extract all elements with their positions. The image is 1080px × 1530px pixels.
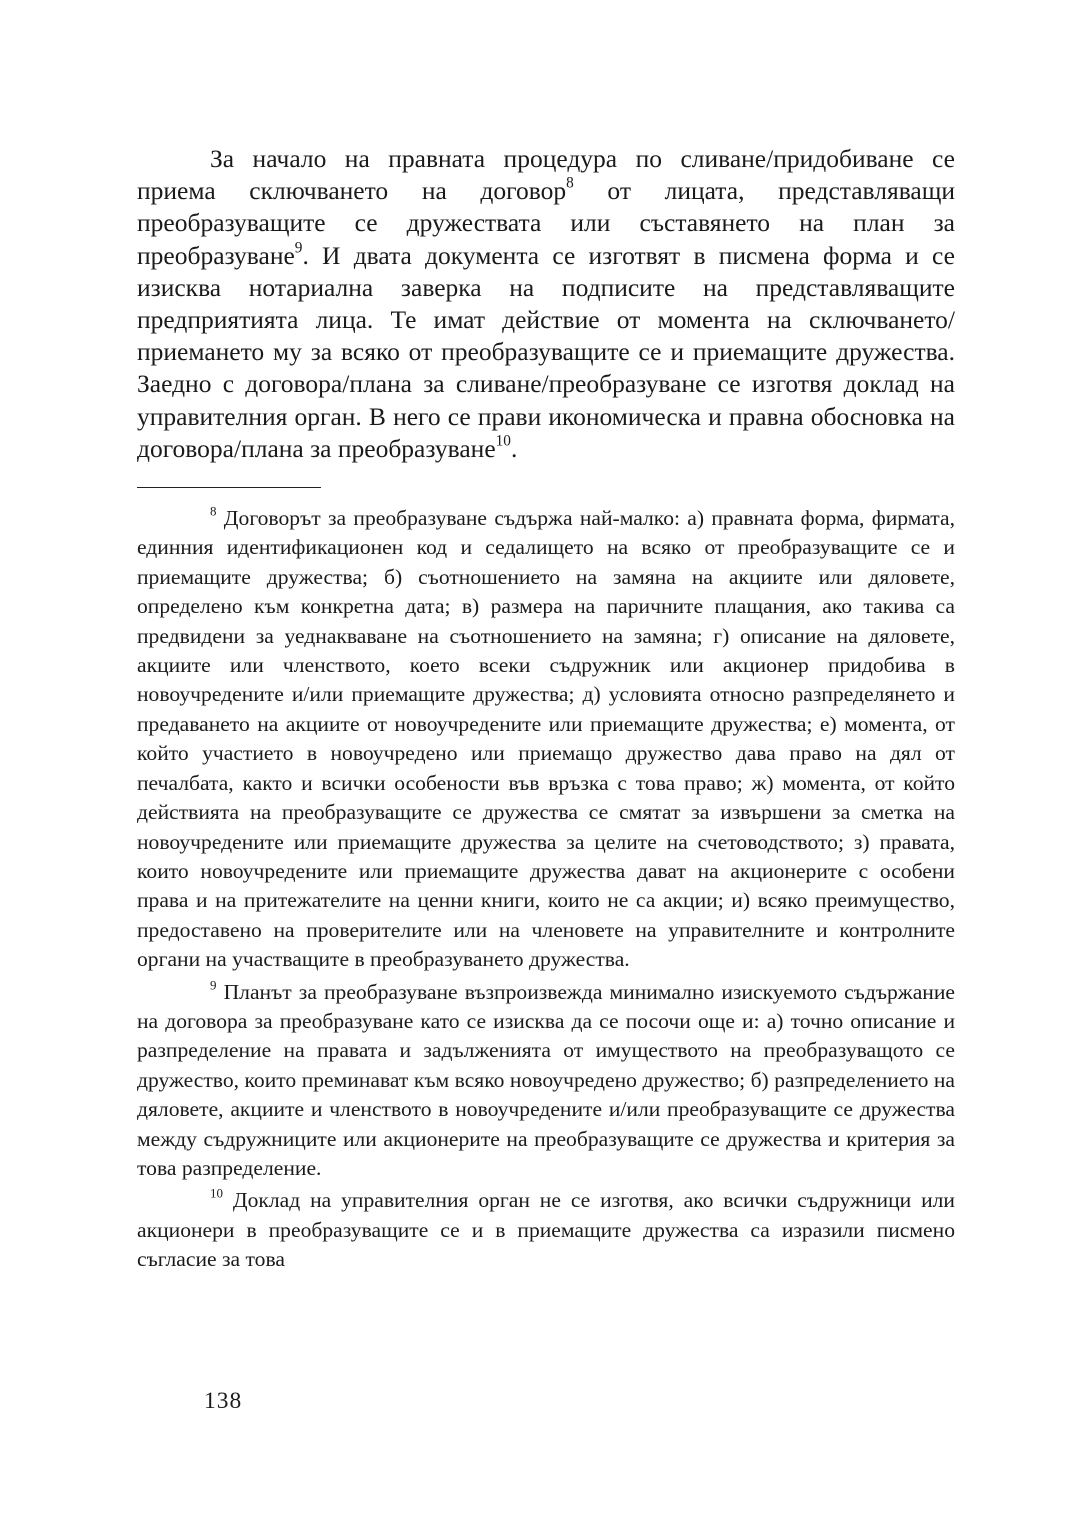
body-paragraph: [137, 143, 955, 465]
footnote-8: [137, 504, 955, 975]
footnote-separator: [137, 487, 321, 488]
body-text: . И двата документа се изготвят в писмена форма и се изисква нотариална заверка на подписите на представляващите предприятията лица. Те имат действие от момента на сключването/приемането му за всяко от преобразуващите се и приемащите дружества. Заедно с договора/плана за сливане/преобразуване се изготвя доклад на управителния орган. В него се прави икономическа и правна обосновка на договора/плана за преобразуване: [137, 240, 955, 463]
body-text: от лицата, представляващи преобразуващите се дружествата или съставянето на план за преобразуване: [137, 176, 955, 270]
footnote-text: Доклад на управителния орган не се изготвя, ако всички съдружници или акционери в преобразуващите се и в приемащите дружества са изразили писмено съгласие за това: [137, 1188, 955, 1272]
footnote-ref-8[interactable]: 8: [566, 174, 574, 192]
footnote-ref-9[interactable]: 9: [294, 239, 303, 257]
page-number: 138: [204, 1388, 243, 1414]
footnote-10: [137, 1186, 955, 1274]
footnote-marker: 9: [210, 976, 217, 992]
footnote-ref-10[interactable]: 10: [495, 432, 511, 450]
footnote-marker: 10: [210, 1185, 223, 1201]
footnote-marker: 8: [210, 503, 217, 519]
footnote-9: [137, 978, 955, 1184]
footnote-text: Планът за преобразуване възпроизвежда минимално изискуемото съдържание на договора за преобразуване като се изисква да се посочи още и: а) точно описание и разпределение на правата и задълженията от имуществото на преобразуващото се дружество, които преминават към всяко новоучредено дружество; б) разпределението на дяловете, акциите и членството в новоучредените и/или преобразуващите се дружества между съдружниците или акционерите на преобразуващите се дружества и критерия за това разпределение.: [137, 979, 955, 1180]
body-text: .: [510, 433, 518, 463]
footnote-text: Договорът за преобразуване съдържа най-малко: а) правната форма, фирмата, единния идентификационен код и седалището на всяко от преобразуващите се и приемащите дружества; б) съотношението на замяна на акциите или дяловете, определено към конкретна дата; в) размера на паричните плащания, ако такива са предвидени за уеднакваване на съотношението на замяна; г) описание на дяловете, акциите или членството, което всеки съдружник или акционер придобива в новоучредените и/или приемащите дружества; д) условията относно разпределянето и предаването на акциите от новоучредените или приемащите дружества; е) момента, от който участието в новоучредено или приемащо дружество дава право на дял от печалбата, както и всички особености във връзка с това право; ж) момента, от който действията на преобразуващите се дружества се смятат за извършени за сметка на новоучредените или приемащите дружества за целите на счетоводството; з) правата, които новоучредените или приемащите дружества дават на акционерите с особени права и на притежателите на ценни книги, които не са акции; и) всяко преимущество, предоставено на проверителите или на членовете на управителните и контролните органи на участващите в преобразуването дружества.: [137, 506, 955, 972]
page-content: [137, 143, 955, 1275]
body-text: За начало на правната процедура по сливане/придобиване се приема сключването на договор: [137, 144, 955, 206]
